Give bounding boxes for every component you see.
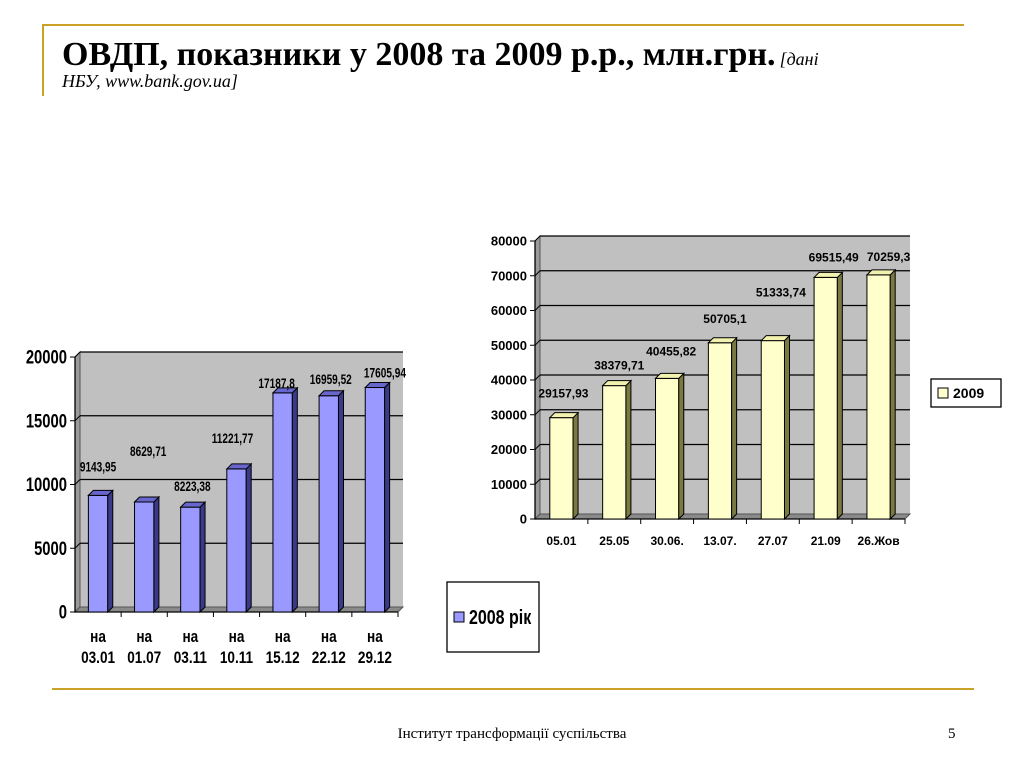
bottom-accent-rule [52,688,974,690]
chart-2009-category-label: 26.Жов [857,534,900,548]
chart-2008-category-label: на [182,627,199,647]
chart-2009-bar-top [550,413,578,418]
chart-2009-category-label: 30.06. [650,534,684,548]
chart-2008-y-tick-label: 20000 [25,346,67,369]
chart-2009-bar-side [784,336,789,519]
chart-2009-legend-swatch [938,388,948,398]
chart-2008-value-label: 8629,71 [130,443,167,460]
chart-2008-value-label: 9143,95 [79,458,117,475]
source-note-line2: НБУ, www.bank.gov.ua] [62,71,238,91]
chart-2008-legend-label: 2008 рік [469,606,532,629]
chart-2009-bar-side [732,338,737,519]
chart-2009-bar-side [837,272,842,519]
chart-2008-category-label: 22.12 [311,648,346,668]
chart-2009-bar-top [603,381,631,386]
chart-2009-bar-top [656,373,684,378]
chart-2009-y-tick-label: 30000 [490,407,527,423]
chart-2009-value-label: 70259,3 [866,249,911,264]
chart-2009-bar [814,277,837,519]
chart-2008-y-tick-label: 0 [58,601,67,624]
footer-text: Інститут трансформації суспільства [397,726,627,742]
chart-2009-y-tick-label: 70000 [490,268,527,284]
chart-2008-category-label: 01.07 [127,648,162,668]
chart-2008-category-label: 29.12 [357,648,392,668]
chart-2009-value-label: 51333,74 [755,285,806,300]
chart-2009-bar [867,275,890,519]
chart-2009-category-label: 21.09 [810,534,841,548]
chart-2009-bar-top [708,338,736,343]
title-main: ОВДП, показники у 2008 та 2009 р.р., млн.грн. [62,36,776,73]
chart-2009-bar [761,341,784,519]
chart-2009-legend-label: 2009 [953,384,985,401]
chart-2009-bar [656,378,679,519]
chart-2008-y-tick-label: 5000 [34,538,67,560]
chart-2009-bar-side [679,373,684,519]
chart-2008-y-tick-label: 15000 [25,410,67,432]
chart-2009-y-tick-label: 0 [519,511,527,527]
chart-2008-value-label: 16959,52 [309,371,352,388]
chart-2009-bar-side [626,381,631,519]
chart-2008-category-label: на [228,627,245,647]
chart-2008-category-label: на [274,627,291,647]
chart-2008-category-label: 10.11 [219,648,254,668]
chart-2009-bar-top [867,270,895,275]
chart-2008-value-label: 17187,8 [258,375,295,392]
chart-2009-bar-top [761,336,789,341]
chart-2008-value-label: 11221,77 [211,430,254,447]
chart-2008-category-label: 15.12 [265,648,300,668]
chart-2009-value-label: 38379,71 [594,358,645,373]
chart-2009-y-tick-label: 80000 [490,233,527,249]
chart-2008-category-label: на [136,627,153,647]
chart-2008-value-label: 8223,38 [174,478,211,495]
chart-2008-category-label: 03.11 [173,648,207,668]
chart-2009-bar-top [814,272,842,277]
chart-2009-value-label: 69515,49 [808,250,859,265]
chart-2009-bar [550,418,573,519]
page-number: 5 [948,726,956,742]
source-note-line1: [дані [779,49,819,69]
chart-2008-category-label: 03.01 [81,648,116,668]
chart-2009-y-tick-label: 40000 [490,372,527,388]
chart-2008-category-label: на [90,627,106,647]
chart-2008-y-tick-label: 10000 [25,474,67,496]
chart-2009-y-tick-label: 60000 [490,303,527,319]
chart-2009-y-tick-label: 50000 [490,337,527,353]
chart-2008-value-label: 17605,94 [363,364,406,381]
chart-2009-y-tick-label: 20000 [490,442,527,458]
chart-2009-category-label: 27.07 [757,534,788,548]
chart-2009-value-label: 50705,1 [703,311,747,326]
chart-2009-bar-side [573,413,578,519]
chart-2009-category-label: 13.07. [703,534,737,548]
chart-2009-category-label: 05.01 [546,534,577,548]
chart-2008-category-label: на [320,627,337,647]
chart-2009-value-label: 29157,93 [538,386,589,401]
chart-2009-bar-side [890,270,895,519]
chart-2008-category-label: на [367,627,383,647]
chart-2009-category-label: 25.05 [599,534,630,548]
chart-2009-bar [603,386,626,519]
chart-2009-bar [708,343,731,519]
chart-2009-value-label: 40455,82 [646,344,697,359]
chart-2009-y-tick-label: 10000 [490,476,527,492]
